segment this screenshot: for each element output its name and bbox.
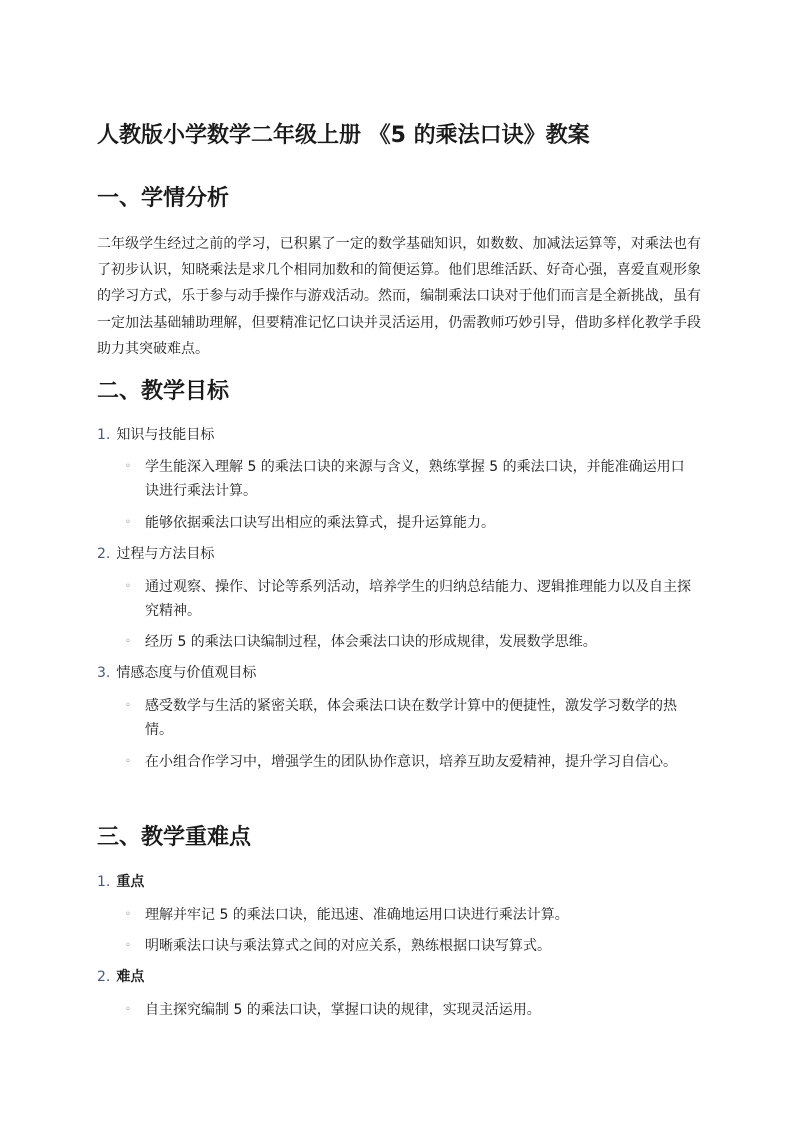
bullet-text: 自主探究编制 5 的乘法口诀，掌握口诀的规律，实现灵活运用。 bbox=[145, 1002, 541, 1018]
bullet-circle-icon: ◦ bbox=[125, 700, 131, 711]
list-label: 知识与技能目标 bbox=[116, 427, 215, 443]
bullet-circle-icon: ◦ bbox=[125, 461, 131, 472]
bullet-circle-icon: ◦ bbox=[125, 636, 131, 647]
goal-item-emotion-values bbox=[97, 663, 256, 683]
section-heading-situation-analysis: 一、学情分析 bbox=[97, 186, 230, 211]
bullet-text: 能够依据乘法口诀写出相应的乘法算式，提升运算能力。 bbox=[145, 515, 495, 531]
list-number: 1. bbox=[97, 874, 111, 890]
bullet-circle-icon: ◦ bbox=[125, 581, 131, 592]
list-label: 过程与方法目标 bbox=[116, 546, 215, 562]
list-item bbox=[125, 998, 701, 1022]
list-item bbox=[125, 575, 701, 623]
bullet-circle-icon: ◦ bbox=[125, 940, 131, 951]
document-title: 人教版小学数学二年级上册 《5 的乘法口诀》教案 bbox=[97, 123, 590, 148]
list-item bbox=[125, 630, 701, 654]
situation-analysis-paragraph: 二年级学生经过之前的学习，已积累了一定的数学基础知识，如数数、加减法运算等，对乘法也有了初步认识，知晓乘法是求几个相同加数和的简便运算。他们思维活跃、好奇心强，喜爱直观形象的学习方式，乐于参与动手操作与游戏活动。然而，编制乘法口诀对于他们而言是全新挑战，虽有一定加法基础辅助理解，但要精准记忆口诀并灵活运用，仍需教师巧妙引导，借助多样化教学手段助力其突破难点。 bbox=[97, 236, 701, 357]
bullet-circle-icon: ◦ bbox=[125, 1004, 131, 1015]
bullet-circle-icon: ◦ bbox=[125, 756, 131, 767]
list-number: 1. bbox=[97, 427, 111, 443]
list-item bbox=[125, 511, 701, 535]
list-label: 重点 bbox=[116, 874, 145, 890]
bullet-circle-icon: ◦ bbox=[125, 909, 131, 920]
bullet-text: 经历 5 的乘法口诀编制过程，体会乘法口诀的形成规律，发展数学思维。 bbox=[145, 634, 597, 650]
bullet-text: 理解并牢记 5 的乘法口诀，能迅速、准确地运用口诀进行乘法计算。 bbox=[145, 907, 569, 923]
list-label: 难点 bbox=[116, 969, 145, 985]
list-item bbox=[125, 694, 701, 742]
goal-item-process-methods bbox=[97, 544, 214, 564]
bullet-text: 在小组合作学习中，增强学生的团队协作意识，培养互助友爱精神，提升学习自信心。 bbox=[145, 754, 677, 770]
list-item bbox=[125, 903, 701, 927]
bullet-text: 学生能深入理解 5 的乘法口诀的来源与含义，熟练掌握 5 的乘法口诀，并能准确运用口诀进行乘法计算。 bbox=[145, 459, 685, 499]
list-number: 3. bbox=[97, 665, 111, 681]
list-label: 情感态度与价值观目标 bbox=[116, 665, 257, 681]
list-number: 2. bbox=[97, 969, 111, 985]
bullet-text: 明晰乘法口诀与乘法算式之间的对应关系，熟练根据口诀写算式。 bbox=[145, 938, 551, 954]
section-heading-key-difficulties: 三、教学重难点 bbox=[97, 825, 252, 850]
list-number: 2. bbox=[97, 546, 111, 562]
bullet-text: 感受数学与生活的紧密关联，体会乘法口诀在数学计算中的便捷性，激发学习数学的热情。 bbox=[145, 698, 677, 738]
difficulty-item bbox=[97, 967, 144, 987]
list-item bbox=[125, 750, 701, 774]
list-item bbox=[125, 455, 701, 503]
bullet-circle-icon: ◦ bbox=[125, 517, 131, 528]
list-item bbox=[125, 934, 701, 958]
bullet-text: 通过观察、操作、讨论等系列活动，培养学生的归纳总结能力、逻辑推理能力以及自主探究精神。 bbox=[145, 579, 691, 619]
section-heading-teaching-goals: 二、教学目标 bbox=[97, 379, 230, 404]
goal-item-knowledge-skills bbox=[97, 425, 214, 445]
key-point-item bbox=[97, 872, 144, 892]
